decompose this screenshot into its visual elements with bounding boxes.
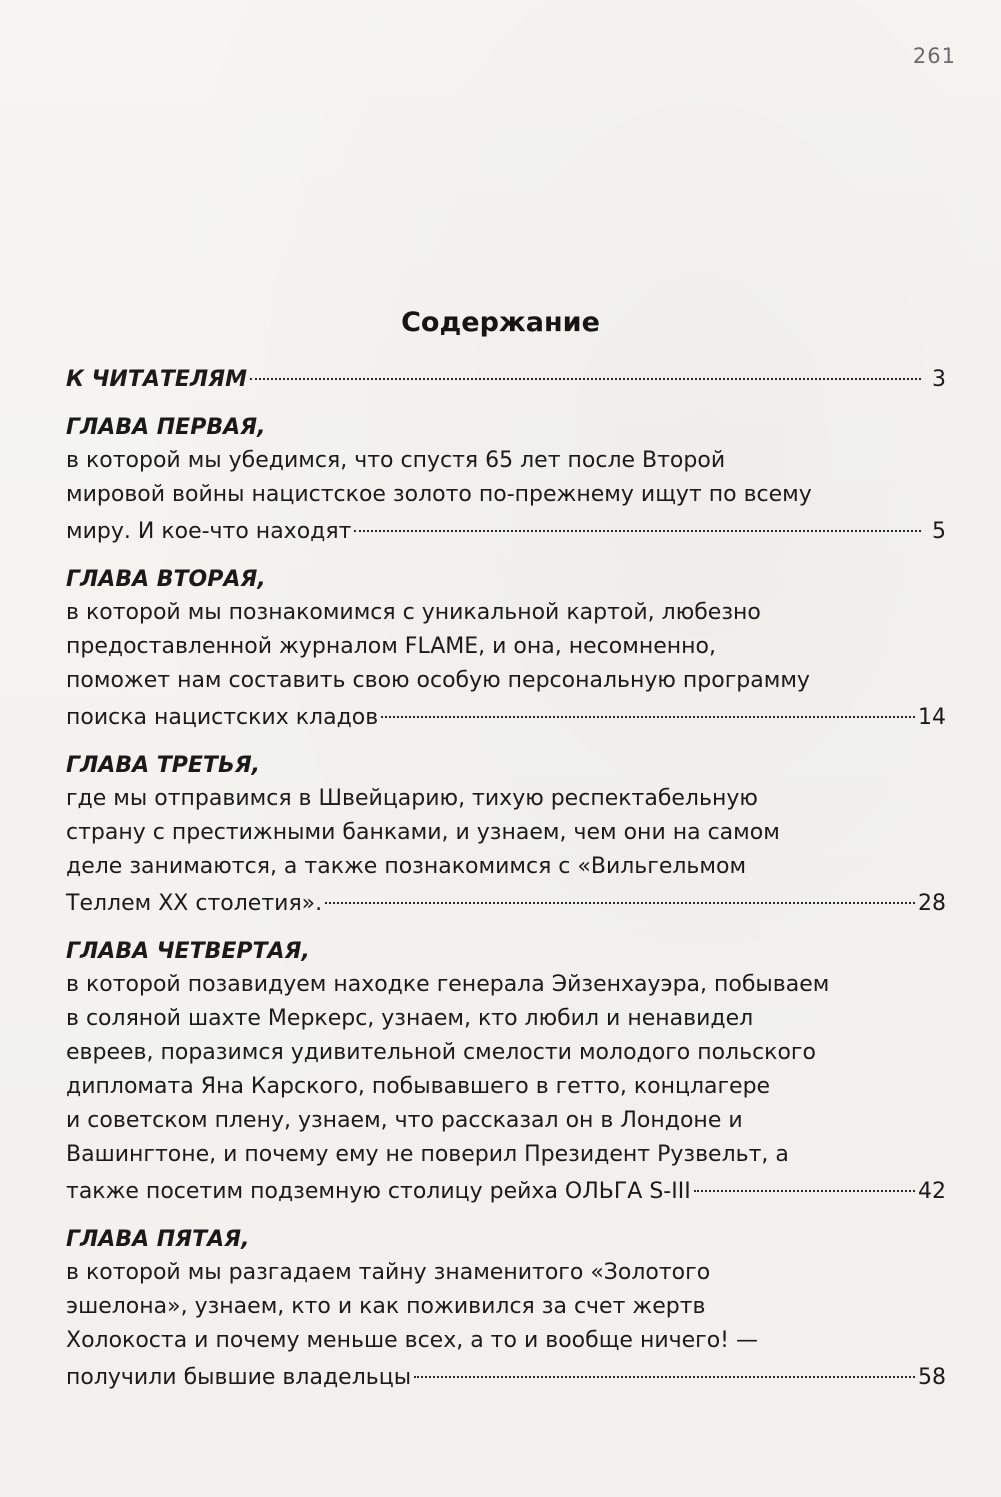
entry-page-number: 3 [932,367,946,392]
chapter-description-line: Теллем XX столетия». [66,891,323,916]
chapter-heading: ГЛАВА ТРЕТЬЯ, [66,753,261,778]
chapter-heading: ГЛАВА ПЯТАЯ, [66,1227,250,1252]
page-number: 261 [912,44,956,68]
chapter-description-line: где мы отправимся в Швейцарию, тихую респектабельную [66,786,758,811]
dot-leader [325,878,915,904]
toc-entry [66,411,946,549]
dot-leader [354,506,921,532]
toc-entry [66,935,946,1209]
chapter-description-line: дипломата Яна Карского, побывавшего в гетто, концлагере [66,1074,771,1099]
dot-leader [414,1352,915,1378]
chapter-heading: ГЛАВА ВТОРАЯ, [66,567,266,592]
entry-page-number: 14 [918,705,946,730]
chapter-description-line: страну с престижными банками, и узнаем, чем они на самом [66,820,780,845]
dot-leader [250,354,921,380]
toc-title: Содержание [401,307,600,338]
toc-leader-line [66,1172,946,1209]
toc-entry [66,749,946,921]
toc-leader-line [66,698,946,735]
chapter-description-line: Вашингтоне, и почему ему не поверил Президент Рузвельт, а [66,1142,789,1167]
toc-entry [66,360,946,397]
toc-entry [66,563,946,735]
chapter-description-line: деле занимаются, а также познакомимся с «Вильгельмом [66,854,747,879]
chapter-description-line: в соляной шахте Меркерс, узнаем, кто любил и ненавидел [66,1006,754,1031]
chapter-heading: ГЛАВА ПЕРВАЯ, [66,415,266,440]
chapter-heading: К ЧИТАТЕЛЯМ [66,367,248,392]
dot-leader [381,692,915,718]
entry-page-number: 42 [918,1179,946,1204]
chapter-description-line: мировой войны нацистское золото по-прежнему ищут по всему [66,482,812,507]
toc-leader-line [66,360,946,397]
entry-page-number: 5 [932,519,946,544]
chapter-description-line: евреев, поразимся удивительной смелости молодого польского [66,1040,816,1065]
chapter-description-line: и советском плену, узнаем, что рассказал он в Лондоне и [66,1108,743,1133]
dot-leader [694,1166,915,1192]
chapter-description-line: в которой мы разгадаем тайну знаменитого «Золотого [66,1260,711,1285]
chapter-description-line: миру. И кое-что находят [66,519,352,544]
chapter-description-line: предоставленной журналом FLAME, и она, несомненно, [66,634,716,659]
chapter-description-line: также посетим подземную столицу рейха ОЛЬГА S-III [66,1179,691,1204]
toc-leader-line [66,884,946,921]
toc-leader-line [66,1358,946,1395]
chapter-description-line: в которой мы познакомимся с уникальной картой, любезно [66,600,761,625]
entry-page-number: 58 [918,1365,946,1390]
chapter-description-line: в которой мы убедимся, что спустя 65 лет после Второй [66,448,726,473]
chapter-description-line: в которой позавидуем находке генерала Эйзенхауэра, побываем [66,972,830,997]
toc-entry [66,1223,946,1395]
chapter-description-line: поможет нам составить свою особую персональную программу [66,668,810,693]
chapter-description-line: поиска нацистских кладов [66,705,379,730]
chapter-description-line: эшелона», узнаем, кто и как поживился за счет жертв [66,1294,706,1319]
chapter-heading: ГЛАВА ЧЕТВЕРТАЯ, [66,939,310,964]
chapter-description-line: Холокоста и почему меньше всех, а то и вообще ничего! — [66,1328,758,1353]
entry-page-number: 28 [918,891,946,916]
toc-leader-line [66,512,946,549]
table-of-contents [66,360,946,1409]
chapter-description-line: получили бывшие владельцы [66,1365,412,1390]
